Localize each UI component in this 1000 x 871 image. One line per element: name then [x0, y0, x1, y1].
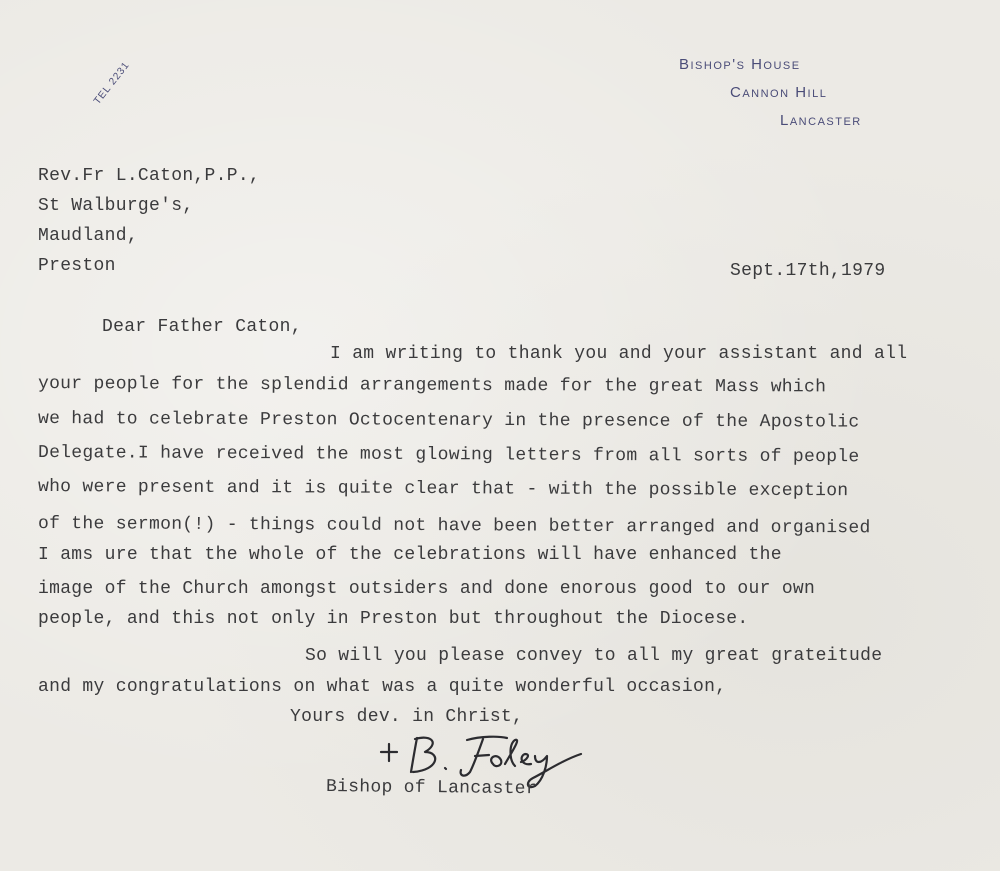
letterhead-line-2: Cannon Hill: [730, 84, 828, 101]
body-line-5: who were present and it is quite clear that - with the possible exception: [37, 477, 849, 502]
letterhead-line-3: Lancaster: [780, 112, 862, 129]
closing: Yours dev. in Christ,: [290, 707, 524, 727]
signatory-title: Bishop of Lancaster: [325, 777, 538, 800]
telephone-number: TEL 2231: [92, 59, 133, 107]
body-line-3: we had to celebrate Preston Octocentenary in the presence of the Apostolic: [37, 409, 860, 433]
body-line-9: people, and this not only in Preston but throughout the Diocese.: [38, 609, 749, 629]
address-line-4: Preston: [38, 256, 116, 276]
body-line-6: of the sermon(!) - things could not have been better arranged and organised: [37, 514, 871, 539]
body-line-1: I am writing to thank you and your assistant and all: [330, 344, 908, 364]
body-line-2: your people for the splendid arrangements made for the great Mass which: [37, 374, 827, 398]
salutation: Dear Father Caton,: [102, 317, 302, 337]
body-line-4: Delegate.I have received the most glowing letters from all sorts of people: [37, 443, 860, 468]
letter-date: Sept.17th,1979: [730, 261, 886, 281]
letterhead-line-1: Bishop's House: [679, 56, 801, 73]
body-line-11: and my congratulations on what was a quite wonderful occasion,: [38, 677, 727, 697]
address-line-3: Maudland,: [38, 226, 138, 246]
body-line-7: I ams ure that the whole of the celebrations will have enhanced the: [38, 545, 782, 565]
address-line-2: St Walburge's,: [38, 196, 194, 216]
body-line-10: So will you please convey to all my great grateitude: [305, 646, 883, 666]
body-line-8: image of the Church amongst outsiders and done enorous good to our own: [38, 579, 816, 599]
address-line-1: Rev.Fr L.Caton,P.P.,: [38, 166, 261, 186]
